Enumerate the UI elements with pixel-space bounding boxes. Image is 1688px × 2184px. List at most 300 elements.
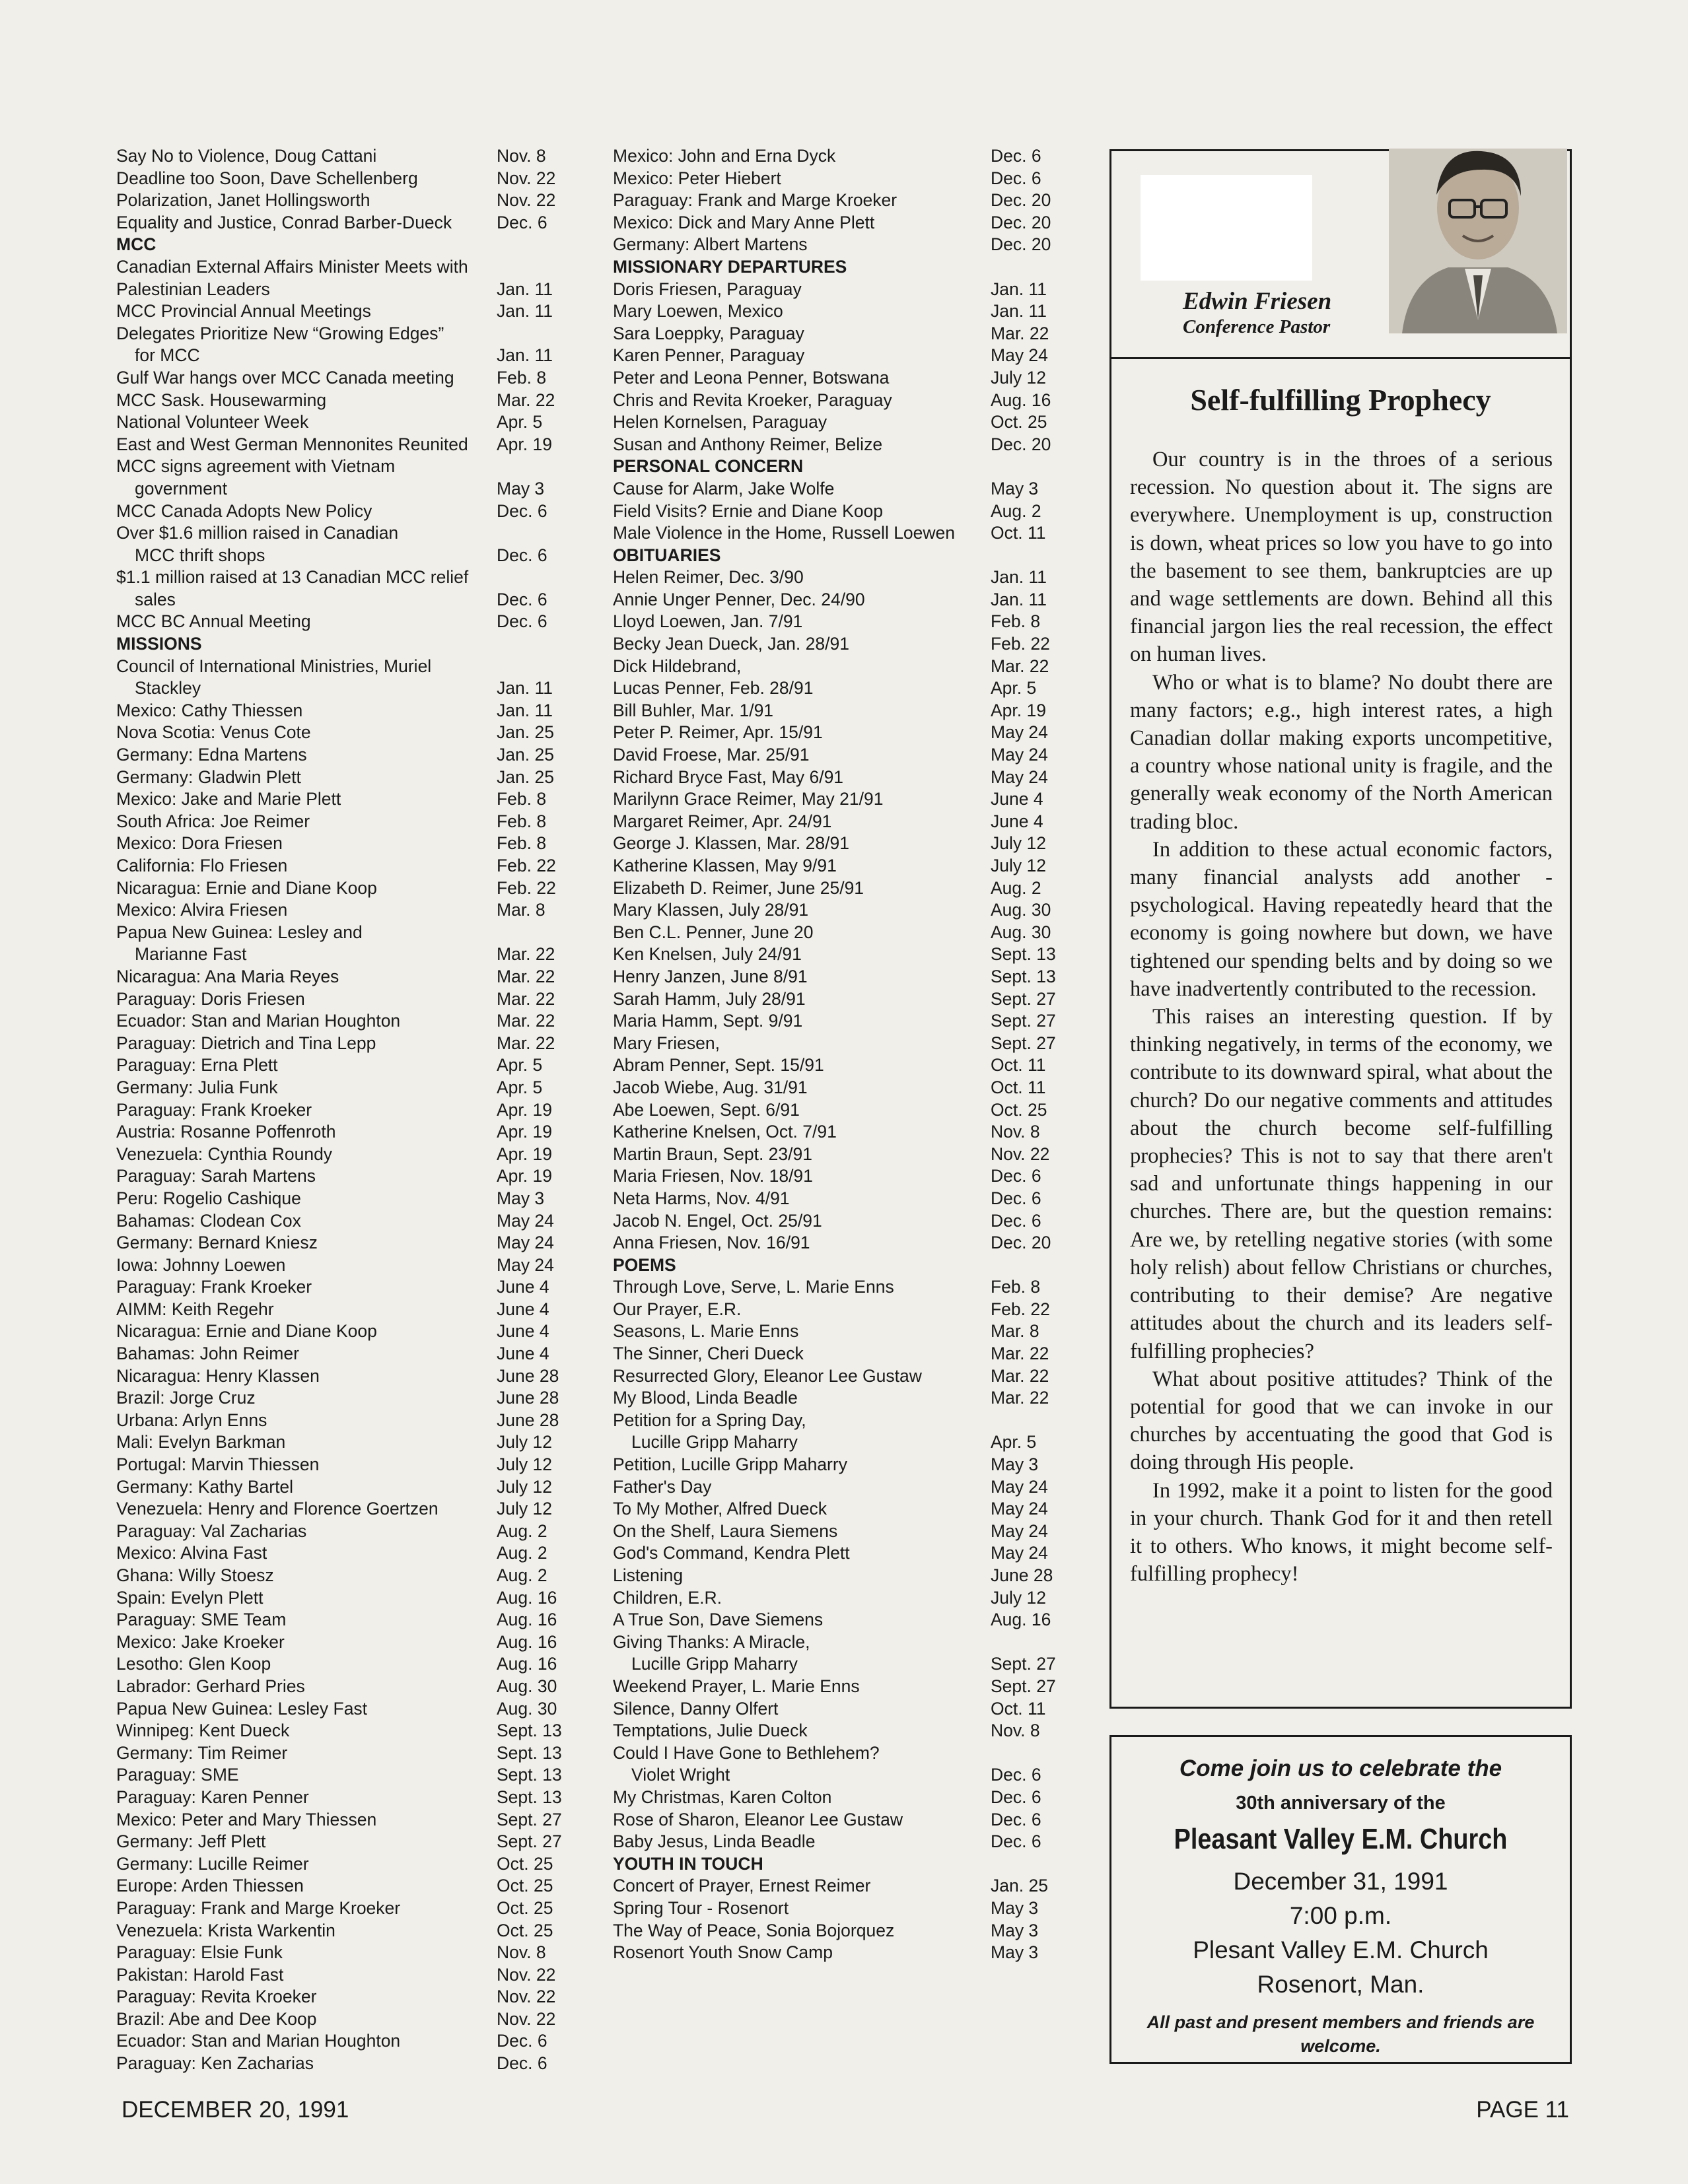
index-entry [613,390,1075,412]
entry-issue-date: Jan. 11 [991,279,1047,299]
entry-issue-date: May 24 [991,345,1048,366]
entry-issue-date: Jan. 11 [497,345,553,366]
index-entry [116,877,556,900]
entry-title: Nicaragua: Ernie and Diane Koop [116,1321,377,1342]
index-entry [613,1476,1075,1499]
entry-title: Paraguay: SME Team [116,1610,287,1630]
index-entry [116,722,552,744]
entry-title: Giving Thanks: A Miracle, [613,1631,810,1652]
index-entry [116,1787,562,1809]
entry-title: Doris Friesen, Paraguay [613,279,802,299]
section-heading [613,1853,1075,1876]
entry-issue-date: Apr. 5 [991,1432,1037,1452]
index-entry [116,589,552,611]
index-entry [613,899,1075,922]
index-entry [613,788,1075,811]
index-entry [613,300,1075,323]
entry-issue-date: Apr. 5 [497,1055,543,1075]
entry-issue-date: Mar. 22 [497,988,555,1009]
entry-title: MISSIONARY DEPARTURES [613,256,847,277]
entry-issue-date: Sept. 13 [497,1742,562,1763]
index-entry [116,1010,555,1033]
article-paragraph: Our country is in the throes of a serious recession. No question about it. The signs are everywhere. Unemployment is up, construction is down, wheat prices so low you have to go into the basement to see them, bankruptcies are up and wage settlements are down. Behind all this financial jargon lies the real recession, the effect on human lives. [1130,448,1553,667]
entry-issue-date: Feb. 8 [497,367,547,388]
entry-title: David Froese, Mar. 25/91 [613,745,810,765]
entry-issue-date: Mar. 22 [991,656,1049,676]
entry-title: Anna Friesen, Nov. 16/91 [613,1233,810,1253]
index-entry [116,1232,552,1254]
entry-issue-date: Feb. 8 [497,811,547,831]
entry-title: Ken Knelsen, July 24/91 [613,944,802,965]
entry-title: To My Mother, Alfred Dueck [613,1499,827,1519]
entry-issue-date: Dec. 6 [991,1188,1041,1208]
entry-issue-date: Dec. 6 [991,1765,1041,1785]
entry-title: MCC Canada Adopts New Policy [116,500,372,521]
entry-issue-date: Nov. 22 [497,1964,556,1985]
entry-issue-date: Dec. 6 [497,545,547,565]
entry-issue-date: Aug. 2 [497,1520,547,1541]
entry-title: Resurrected Glory, Eleanor Lee Gustaw [613,1365,922,1386]
entry-title: Lucille Gripp Maharry [631,1654,798,1674]
entry-issue-date: Oct. 25 [991,1099,1047,1120]
pastor-name: Edwin Friesen [1183,288,1332,315]
entry-issue-date: Oct. 25 [497,1920,553,1940]
index-entry [116,1964,556,1987]
entry-title: Germany: Albert Martens [613,234,808,255]
entry-title: Pakistan: Harold Fast [116,1964,284,1985]
entry-issue-date: Sept. 27 [497,1809,562,1829]
index-entry [116,899,552,922]
entry-title: Marilynn Grace Reimer, May 21/91 [613,789,884,809]
entry-issue-date [497,256,552,279]
entry-title: Germany: Julia Funk [116,1077,278,1097]
index-entry [116,966,555,988]
index-entry [116,1720,562,1742]
index-entry [613,1431,1075,1454]
entry-issue-date: Apr. 19 [497,1099,552,1120]
entry-issue-date: Oct. 25 [497,1853,553,1874]
index-entry [613,922,1075,944]
index-entry [613,1010,1075,1033]
entry-issue-date: Jan. 11 [497,678,553,699]
entry-title: National Volunteer Week [116,412,309,432]
entry-title: MCC Sask. Housewarming [116,390,327,410]
article-paragraph: This raises an interesting question. If by thinking negatively, in terms of the economy, we contribute to its downward spiral, what about the church? Do our negative comments and attitudes about the church become self-fulfilling prophecies? This is not to say that there aren't sad and unfortunate things happening in our churches. There are, but the question remains: Are we, by retelling negative stories (with some holy relish) about fellow Christians or churches, contributing to their demise? Are negative attitudes about the church and its leaders self-fulfilling prophecies? [1130,1005,1553,1363]
entry-issue-date: Dec. 6 [497,589,547,609]
index-entry [613,1631,1075,1654]
index-entry [613,833,1075,855]
anniversary-announcement [1109,1735,1572,2064]
pastor-role: Conference Pastor [1183,316,1331,337]
entry-title: MCC thrift shops [135,545,265,565]
entry-title: Henry Janzen, June 8/91 [613,966,808,986]
index-entry [613,1454,1075,1476]
index-entry [613,1520,1075,1543]
entry-title: Paraguay: Frank Kroeker [116,1099,312,1120]
entry-title: Papua New Guinea: Lesley Fast [116,1698,368,1719]
index-entry [116,1299,552,1321]
entry-issue-date: June 28 [497,1388,559,1408]
entry-title: Katherine Klassen, May 9/91 [613,856,837,875]
entry-issue-date: Apr. 19 [991,700,1046,720]
index-entry [613,323,1075,345]
entry-issue-date: Mar. 22 [497,944,555,965]
index-entry [613,522,1075,545]
index-entry [116,1609,557,1631]
index-entry [613,943,1075,966]
entry-title: Abe Loewen, Sept. 6/91 [613,1099,800,1120]
entry-title: Paraguay: Dietrich and Tina Lepp [116,1033,376,1053]
entry-title: Mexico: Peter and Mary Thiessen [116,1809,377,1829]
index-entry [116,744,552,767]
entry-issue-date: Nov. 22 [497,2008,556,2029]
entry-issue-date: Sept. 13 [497,1787,562,1807]
entry-issue-date: Nov. 8 [991,1721,1040,1741]
entry-title: God's Command, Kendra Plett [613,1543,850,1563]
entry-issue-date: July 12 [991,833,1046,854]
entry-issue-date: Aug. 16 [497,1654,557,1674]
index-entry [116,323,552,345]
entry-issue-date: Aug. 16 [991,390,1051,410]
entry-title: Mexico: Peter Hiebert [613,168,781,188]
index-entry [116,168,556,190]
index-entry [613,478,1075,500]
entry-title: Children, E.R. [613,1587,722,1608]
entry-title: Nicaragua: Ernie and Diane Koop [116,877,377,898]
entry-title: Chris and Revita Kroeker, Paraguay [613,390,892,410]
entry-issue-date: Mar. 22 [991,1365,1049,1386]
index-entry [613,1498,1075,1520]
index-entry [613,611,1075,633]
index-entry [116,1188,552,1210]
entry-title: Dick Hildebrand, [613,656,742,676]
index-entry [613,566,1075,589]
entry-title: Marianne Fast [135,944,247,965]
entry-issue-date: Sept. 27 [991,1676,1056,1696]
entry-issue-date: May 24 [991,767,1048,787]
index-entry [613,744,1075,767]
entry-title: Karen Penner, Paraguay [613,345,805,366]
index-entry [613,500,1075,523]
index-entry [116,2030,552,2053]
entry-issue-date: July 12 [991,1587,1046,1608]
entry-issue-date: Jan. 25 [991,1876,1048,1896]
entry-title: Rose of Sharon, Eleanor Lee Gustaw [613,1809,903,1829]
entry-title: Sarah Hamm, July 28/91 [613,988,806,1009]
index-column-1 [116,145,562,2075]
entry-title: Peru: Rogelio Cashique [116,1188,301,1208]
entry-issue-date: June 28 [497,1410,559,1430]
index-entry [116,1143,552,1166]
index-entry [613,1942,1075,1964]
entry-issue-date: Oct. 11 [991,1698,1046,1719]
index-entry [613,367,1075,390]
entry-title: Martin Braun, Sept. 23/91 [613,1143,812,1164]
entry-title: Germany: Edna Martens [116,745,307,765]
entry-title: Lucas Penner, Feb. 28/91 [613,678,814,699]
entry-title: MISSIONS [116,634,202,654]
entry-issue-date: Dec. 6 [497,611,547,632]
index-entry [116,1875,552,1897]
entry-issue-date: June 28 [991,1565,1053,1585]
index-entry [613,1077,1075,1099]
entry-title: Margaret Reimer, Apr. 24/91 [613,811,832,831]
entry-issue-date: Feb. 8 [497,789,547,809]
index-entry [613,1099,1075,1122]
entry-title: Maria Friesen, Nov. 18/91 [613,1166,813,1186]
entry-title: Council of International Ministries, Muriel [116,656,432,676]
entry-issue-date: May 24 [991,1499,1048,1519]
index-entry [116,500,552,523]
index-entry [613,811,1075,833]
entry-title: Lloyd Loewen, Jan. 7/91 [613,611,803,632]
announcement-time: 7:00 p.m. [1289,1902,1392,1929]
index-entry [613,1365,1075,1388]
entry-title: Lucille Gripp Maharry [631,1432,798,1452]
entry-title: Annie Unger Penner, Dec. 24/90 [613,589,865,609]
entry-issue-date: Aug. 2 [497,1565,547,1585]
entry-issue-date: July 12 [991,856,1046,875]
entry-issue-date: May 3 [991,1942,1039,1963]
entry-title: Venezuela: Cynthia Roundy [116,1143,333,1164]
index-entry [116,700,552,722]
entry-title: Palestinian Leaders [116,279,270,299]
announcement-venue: Plesant Valley E.M. Church [1193,1936,1489,1963]
entry-issue-date: July 12 [497,1499,552,1519]
footer-date: DECEMBER 20, 1991 [122,2097,349,2123]
index-entry [613,345,1075,367]
entry-issue-date: Apr. 5 [497,412,543,432]
entry-title: Paraguay: Frank Kroeker [116,1277,312,1297]
entry-issue-date: May 24 [991,1520,1048,1541]
entry-title: Male Violence in the Home, Russell Loewen [613,523,956,543]
entry-title: Concert of Prayer, Ernest Reimer [613,1876,871,1896]
index-entry [613,656,1075,678]
entry-title: My Blood, Linda Beadle [613,1388,798,1408]
index-entry [613,677,1075,700]
index-entry [116,189,556,212]
entry-issue-date: Apr. 5 [991,678,1037,699]
entry-title: Ecuador: Stan and Marian Houghton [116,2031,401,2051]
article-paragraph: In addition to these actual economic factors, many financial analysts add another - psychological. Having repeatedly heard that the economy is going nowhere but down, we have tightened our spending belts and by doing so we have inadvertently contributed to the recession. [1130,837,1553,1001]
entry-issue-date: Aug. 30 [497,1676,557,1696]
entry-title: Paraguay: Revita Kroeker [116,1987,317,2007]
entry-issue-date: Aug. 16 [991,1610,1051,1630]
index-entry [116,2008,556,2031]
entry-issue-date: Mar. 22 [991,323,1049,343]
entry-title: Paraguay: Erna Plett [116,1055,278,1075]
entry-issue-date: May 24 [991,722,1048,743]
entry-title: OBITUARIES [613,545,721,565]
entry-title: Mexico: Alvira Friesen [116,900,288,920]
index-entry [613,1764,1075,1787]
entry-issue-date: Apr. 19 [497,1143,552,1164]
entry-issue-date: June 4 [991,811,1043,831]
index-entry [116,1653,557,1676]
entry-title: Germany: Jeff Plett [116,1831,266,1852]
entry-title: Mexico: Jake Kroeker [116,1631,285,1652]
index-entry [116,1498,552,1520]
entry-issue-date: Feb. 8 [991,1277,1041,1297]
entry-issue-date: Dec. 6 [991,1809,1041,1829]
entry-issue-date: Mar. 22 [497,1011,555,1031]
entry-issue-date: Jan. 25 [497,767,554,787]
entry-title: Bill Buhler, Mar. 1/91 [613,700,774,720]
entry-issue-date: Jan. 11 [991,301,1047,322]
index-entry [613,1232,1075,1254]
index-entry [613,1897,1075,1920]
index-entry [116,1210,552,1233]
index-entry [116,411,552,434]
index-entry [116,1565,552,1587]
index-entry [613,434,1075,456]
entry-title: Spain: Evelyn Plett [116,1587,264,1608]
entry-title: Nova Scotia: Venus Cote [116,722,311,743]
entry-issue-date: May 24 [991,1476,1048,1497]
index-entry [613,1276,1075,1299]
entry-issue-date: Mar. 8 [991,1321,1039,1342]
index-entry [116,1410,559,1432]
entry-issue-date: Dec. 20 [991,190,1051,211]
entry-title: MCC Provincial Annual Meetings [116,301,371,322]
entry-issue-date: Aug. 2 [991,877,1041,898]
entry-issue-date: Feb. 22 [991,634,1050,654]
entry-title: Maria Hamm, Sept. 9/91 [613,1011,803,1031]
index-entry [613,1565,1075,1587]
blank-patch [1141,175,1312,281]
entry-title: Listening [613,1565,684,1585]
entry-issue-date: Dec. 20 [991,434,1051,454]
entry-title: Europe: Arden Thiessen [116,1876,304,1896]
entry-issue-date: Dec. 6 [991,146,1041,166]
entry-title: Austria: Rosanne Poffenroth [116,1122,336,1142]
index-entry [613,700,1075,722]
index-entry [116,656,552,678]
index-entry [116,1276,552,1299]
entry-issue-date: Dec. 6 [991,1210,1041,1231]
entry-issue-date: May 24 [497,1233,554,1253]
entry-issue-date: May 3 [497,478,545,498]
index-entry [116,677,552,700]
index-entry [116,1698,557,1721]
index-entry [116,943,555,966]
entry-issue-date: May 3 [991,1920,1039,1940]
index-entry [116,345,552,367]
entry-title: Lesotho: Glen Koop [116,1654,271,1674]
entry-title: MCC signs agreement with Vietnam [116,456,396,477]
entry-title: Jacob N. Engel, Oct. 25/91 [613,1210,822,1231]
index-entry [613,168,1075,190]
entry-issue-date: Jan. 25 [497,745,554,765]
index-column-2 [613,145,1075,1964]
entry-issue-date: Dec. 6 [991,1787,1041,1807]
index-entry [613,1787,1075,1809]
entry-title: Germany: Bernard Kniesz [116,1233,318,1253]
index-entry [116,1254,552,1277]
entry-issue-date: Apr. 5 [497,1077,543,1097]
article-paragraph: What about positive attitudes? Think of the potential for good that we can invoke in our churches by accentuating the good that God is doing through His people. [1130,1367,1553,1475]
section-heading [613,1254,1075,1277]
index-entry [116,212,552,234]
entry-issue-date: Dec. 6 [991,1166,1041,1186]
entry-title: Spring Tour - Rosenort [613,1897,789,1918]
entry-issue-date: Sept. 13 [497,1765,562,1785]
index-entry [116,1676,557,1698]
entry-title: Baby Jesus, Linda Beadle [613,1831,816,1852]
entry-title: George J. Klassen, Mar. 28/91 [613,833,849,854]
entry-issue-date: June 28 [497,1365,559,1386]
index-entry [613,279,1075,301]
entry-issue-date: Nov. 22 [991,1143,1050,1164]
entry-issue-date: Oct. 25 [497,1897,553,1918]
entry-issue-date: Dec. 20 [991,212,1051,232]
entry-issue-date: Apr. 19 [497,1166,552,1186]
entry-issue-date: Jan. 11 [991,567,1047,588]
entry-title: Helen Reimer, Dec. 3/90 [613,567,804,588]
entry-title: Peter P. Reimer, Apr. 15/91 [613,722,823,743]
announcement-church-name: Pleasant Valley E.M. Church [1174,1823,1508,1855]
entry-issue-date: Mar. 22 [497,390,555,410]
entry-issue-date [991,1254,1075,1277]
entry-issue-date: Oct. 11 [991,1077,1046,1097]
entry-title: Urbana: Arlyn Enns [116,1410,267,1430]
entry-title: Mexico: Dick and Mary Anne Plett [613,212,875,232]
entry-title: Germany: Kathy Bartel [116,1476,294,1497]
entry-title: AIMM: Keith Regehr [116,1299,274,1319]
entry-issue-date: Aug. 16 [497,1587,557,1608]
entry-issue-date: Oct. 11 [991,1055,1046,1075]
index-entry [116,1764,562,1787]
entry-title: Mary Klassen, July 28/91 [613,900,809,920]
entry-issue-date: Sept. 13 [991,966,1056,986]
entry-issue-date: June 4 [497,1277,549,1297]
index-entry [116,922,552,944]
index-entry [116,478,552,500]
entry-issue-date: Nov. 22 [497,168,556,188]
entry-title: Richard Bryce Fast, May 6/91 [613,767,844,787]
entry-issue-date: Feb. 22 [497,856,556,875]
entry-issue-date: July 12 [497,1454,552,1475]
index-entry [116,1387,559,1410]
index-entry [613,1188,1075,1210]
entry-title: Rosenort Youth Snow Camp [613,1942,833,1963]
index-entry [613,1831,1075,1853]
index-entry [116,833,552,855]
entry-title: Sara Loeppky, Paraguay [613,323,804,343]
entry-issue-date: Aug. 16 [497,1631,557,1652]
index-entry [116,1099,552,1122]
index-entry [116,1320,552,1343]
index-entry [116,767,552,789]
article-title: Self-fulfilling Prophecy [1190,383,1491,417]
section-heading [613,456,1075,478]
index-entry [116,1033,555,1055]
index-entry [613,189,1075,212]
entry-title: Weekend Prayer, L. Marie Enns [613,1676,860,1696]
section-heading [116,234,552,256]
entry-title: YOUTH IN TOUCH [613,1853,763,1874]
entry-title: Bahamas: John Reimer [116,1344,299,1364]
index-entry [613,855,1075,877]
entry-issue-date: Mar. 22 [497,966,555,986]
entry-title: MCC BC Annual Meeting [116,611,311,632]
entry-title: The Way of Peace, Sonia Bojorquez [613,1920,895,1940]
index-entry [613,1320,1075,1343]
index-entry [116,256,552,279]
entry-issue-date: May 3 [991,1454,1039,1475]
entry-issue-date: Dec. 20 [991,1233,1051,1253]
index-entry [613,1542,1075,1565]
